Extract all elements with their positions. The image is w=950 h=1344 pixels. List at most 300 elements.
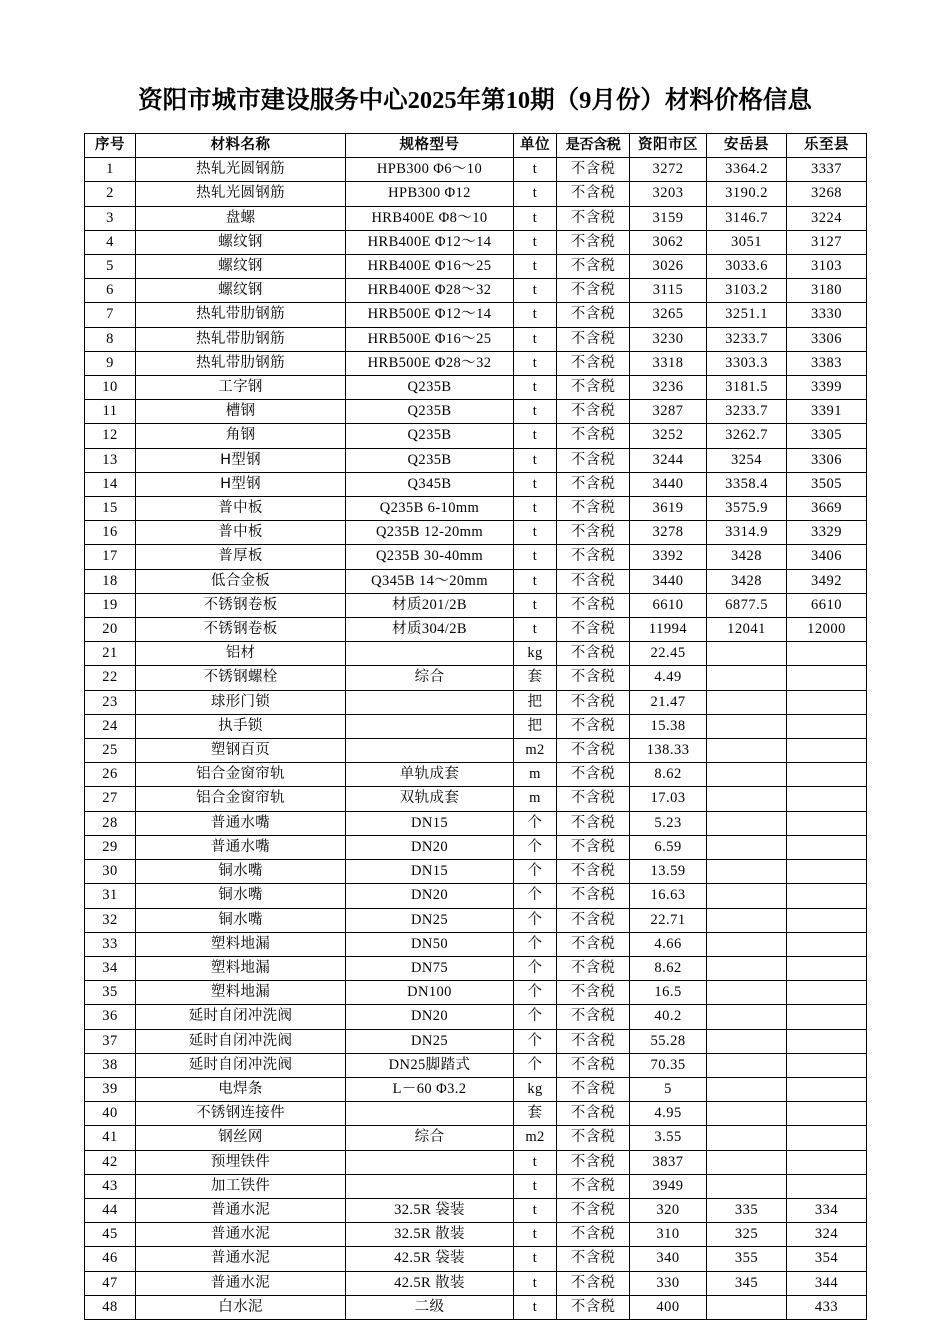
cell-material-name: 铜水嘴 bbox=[136, 884, 346, 908]
cell-price-ziyang: 15.38 bbox=[630, 714, 707, 738]
cell-material-name: 铝合金窗帘轨 bbox=[136, 787, 346, 811]
cell-unit: t bbox=[514, 351, 557, 375]
table-row bbox=[85, 666, 867, 690]
cell-no: 9 bbox=[85, 351, 136, 375]
cell-tax-status: 不含税 bbox=[557, 618, 630, 642]
table-row bbox=[85, 811, 867, 835]
cell-unit: 个 bbox=[514, 1053, 557, 1077]
cell-unit: t bbox=[514, 497, 557, 521]
cell-tax-status: 不含税 bbox=[557, 1102, 630, 1126]
cell-unit: 个 bbox=[514, 811, 557, 835]
cell-unit: 个 bbox=[514, 884, 557, 908]
cell-price-ziyang: 3287 bbox=[630, 400, 707, 424]
cell-unit: 个 bbox=[514, 981, 557, 1005]
cell-tax-status: 不含税 bbox=[557, 497, 630, 521]
cell-price-anyue bbox=[707, 1174, 787, 1198]
cell-price-ziyang: 16.5 bbox=[630, 981, 707, 1005]
cell-material-name: 普通水泥 bbox=[136, 1271, 346, 1295]
table-body bbox=[85, 158, 867, 1320]
table-row bbox=[85, 1077, 867, 1101]
cell-spec: DN25脚踏式 bbox=[346, 1053, 514, 1077]
cell-price-anyue: 12041 bbox=[707, 618, 787, 642]
cell-material-name: 螺纹钢 bbox=[136, 230, 346, 254]
cell-price-ziyang: 400 bbox=[630, 1295, 707, 1319]
column-header-spec: 规格型号 bbox=[346, 134, 514, 158]
cell-no: 45 bbox=[85, 1223, 136, 1247]
cell-price-ziyang: 4.95 bbox=[630, 1102, 707, 1126]
cell-tax-status: 不含税 bbox=[557, 1271, 630, 1295]
cell-price-ziyang: 5.23 bbox=[630, 811, 707, 835]
cell-price-anyue: 335 bbox=[707, 1198, 787, 1222]
cell-price-lezhi bbox=[787, 860, 867, 884]
cell-no: 48 bbox=[85, 1295, 136, 1319]
cell-price-ziyang: 3244 bbox=[630, 448, 707, 472]
cell-tax-status: 不含税 bbox=[557, 424, 630, 448]
cell-price-anyue: 3033.6 bbox=[707, 255, 787, 279]
cell-unit: m2 bbox=[514, 1126, 557, 1150]
cell-unit: 个 bbox=[514, 835, 557, 859]
cell-price-ziyang: 55.28 bbox=[630, 1029, 707, 1053]
cell-price-ziyang: 330 bbox=[630, 1271, 707, 1295]
cell-price-lezhi bbox=[787, 811, 867, 835]
cell-price-lezhi: 354 bbox=[787, 1247, 867, 1271]
cell-material-name: 不锈钢卷板 bbox=[136, 593, 346, 617]
cell-spec: Q235B bbox=[346, 448, 514, 472]
cell-tax-status: 不含税 bbox=[557, 811, 630, 835]
table-row bbox=[85, 158, 867, 182]
cell-no: 22 bbox=[85, 666, 136, 690]
cell-price-ziyang: 3236 bbox=[630, 376, 707, 400]
cell-price-anyue bbox=[707, 1005, 787, 1029]
table-row bbox=[85, 714, 867, 738]
cell-material-name: 延时自闭冲洗阀 bbox=[136, 1005, 346, 1029]
cell-no: 39 bbox=[85, 1077, 136, 1101]
cell-price-ziyang: 3392 bbox=[630, 545, 707, 569]
cell-material-name: 普通水嘴 bbox=[136, 835, 346, 859]
cell-tax-status: 不含税 bbox=[557, 908, 630, 932]
cell-material-name: 铝材 bbox=[136, 642, 346, 666]
cell-unit: 个 bbox=[514, 932, 557, 956]
table-row bbox=[85, 448, 867, 472]
cell-spec: Q235B 6-10mm bbox=[346, 497, 514, 521]
cell-price-anyue bbox=[707, 908, 787, 932]
cell-price-lezhi: 3330 bbox=[787, 303, 867, 327]
cell-tax-status: 不含税 bbox=[557, 448, 630, 472]
cell-spec: HRB400E Φ28～32 bbox=[346, 279, 514, 303]
cell-spec: HRB500E Φ16～25 bbox=[346, 327, 514, 351]
table-row bbox=[85, 763, 867, 787]
cell-material-name: 电焊条 bbox=[136, 1077, 346, 1101]
cell-no: 17 bbox=[85, 545, 136, 569]
cell-unit: t bbox=[514, 1198, 557, 1222]
cell-price-lezhi: 344 bbox=[787, 1271, 867, 1295]
table-row bbox=[85, 400, 867, 424]
cell-spec: 单轨成套 bbox=[346, 763, 514, 787]
cell-no: 36 bbox=[85, 1005, 136, 1029]
cell-material-name: 普厚板 bbox=[136, 545, 346, 569]
cell-spec: 32.5R 散装 bbox=[346, 1223, 514, 1247]
cell-no: 38 bbox=[85, 1053, 136, 1077]
cell-material-name: 延时自闭冲洗阀 bbox=[136, 1029, 346, 1053]
cell-price-anyue bbox=[707, 1077, 787, 1101]
cell-price-anyue: 3233.7 bbox=[707, 327, 787, 351]
cell-material-name: 热轧带肋钢筋 bbox=[136, 303, 346, 327]
table-row bbox=[85, 472, 867, 496]
cell-no: 1 bbox=[85, 158, 136, 182]
cell-material-name: 预埋铁件 bbox=[136, 1150, 346, 1174]
table-row bbox=[85, 618, 867, 642]
cell-tax-status: 不含税 bbox=[557, 351, 630, 375]
cell-unit: t bbox=[514, 618, 557, 642]
cell-material-name: 白水泥 bbox=[136, 1295, 346, 1319]
cell-no: 2 bbox=[85, 182, 136, 206]
cell-spec: DN25 bbox=[346, 1029, 514, 1053]
cell-price-ziyang: 3203 bbox=[630, 182, 707, 206]
cell-tax-status: 不含税 bbox=[557, 327, 630, 351]
cell-no: 15 bbox=[85, 497, 136, 521]
column-header-ziyang: 资阳市区 bbox=[630, 134, 707, 158]
cell-spec: 综合 bbox=[346, 1126, 514, 1150]
cell-spec bbox=[346, 714, 514, 738]
table-row bbox=[85, 932, 867, 956]
table-row bbox=[85, 1102, 867, 1126]
cell-material-name: 角钢 bbox=[136, 424, 346, 448]
cell-spec: HRB400E Φ8～10 bbox=[346, 206, 514, 230]
cell-price-lezhi: 334 bbox=[787, 1198, 867, 1222]
cell-no: 27 bbox=[85, 787, 136, 811]
cell-material-name: 铜水嘴 bbox=[136, 908, 346, 932]
cell-price-anyue bbox=[707, 811, 787, 835]
table-row bbox=[85, 1295, 867, 1319]
cell-unit: kg bbox=[514, 642, 557, 666]
cell-material-name: 塑钢百页 bbox=[136, 739, 346, 763]
cell-tax-status: 不含税 bbox=[557, 158, 630, 182]
cell-unit: 套 bbox=[514, 666, 557, 690]
cell-spec: 32.5R 袋装 bbox=[346, 1198, 514, 1222]
cell-tax-status: 不含税 bbox=[557, 835, 630, 859]
cell-material-name: 钢丝网 bbox=[136, 1126, 346, 1150]
cell-unit: t bbox=[514, 255, 557, 279]
cell-price-lezhi: 3399 bbox=[787, 376, 867, 400]
cell-price-anyue bbox=[707, 860, 787, 884]
cell-unit: t bbox=[514, 376, 557, 400]
cell-tax-status: 不含税 bbox=[557, 860, 630, 884]
column-header-anyue: 安岳县 bbox=[707, 134, 787, 158]
cell-unit: t bbox=[514, 279, 557, 303]
cell-no: 8 bbox=[85, 327, 136, 351]
cell-material-name: 执手锁 bbox=[136, 714, 346, 738]
table-row bbox=[85, 860, 867, 884]
cell-material-name: 铝合金窗帘轨 bbox=[136, 763, 346, 787]
cell-price-ziyang: 70.35 bbox=[630, 1053, 707, 1077]
cell-spec: HPB300 Φ12 bbox=[346, 182, 514, 206]
cell-price-lezhi: 3306 bbox=[787, 448, 867, 472]
cell-material-name: 螺纹钢 bbox=[136, 255, 346, 279]
cell-no: 12 bbox=[85, 424, 136, 448]
cell-price-anyue bbox=[707, 739, 787, 763]
table-row bbox=[85, 230, 867, 254]
cell-price-lezhi bbox=[787, 1077, 867, 1101]
cell-material-name: 普通水泥 bbox=[136, 1247, 346, 1271]
cell-unit: 个 bbox=[514, 956, 557, 980]
cell-spec: L－60 Φ3.2 bbox=[346, 1077, 514, 1101]
cell-material-name: 塑料地漏 bbox=[136, 932, 346, 956]
cell-material-name: 工字钢 bbox=[136, 376, 346, 400]
cell-spec: DN20 bbox=[346, 884, 514, 908]
cell-price-lezhi: 3305 bbox=[787, 424, 867, 448]
column-header-name: 材料名称 bbox=[136, 134, 346, 158]
cell-material-name: H型钢 bbox=[136, 472, 346, 496]
cell-price-lezhi: 3505 bbox=[787, 472, 867, 496]
cell-unit: t bbox=[514, 521, 557, 545]
cell-tax-status: 不含税 bbox=[557, 763, 630, 787]
cell-tax-status: 不含税 bbox=[557, 545, 630, 569]
cell-no: 35 bbox=[85, 981, 136, 1005]
cell-price-lezhi: 3391 bbox=[787, 400, 867, 424]
table-row bbox=[85, 884, 867, 908]
cell-price-lezhi bbox=[787, 908, 867, 932]
cell-tax-status: 不含税 bbox=[557, 1295, 630, 1319]
cell-price-anyue bbox=[707, 1295, 787, 1319]
cell-no: 37 bbox=[85, 1029, 136, 1053]
cell-price-ziyang: 8.62 bbox=[630, 956, 707, 980]
table-row bbox=[85, 1198, 867, 1222]
cell-tax-status: 不含税 bbox=[557, 956, 630, 980]
cell-spec: 双轨成套 bbox=[346, 787, 514, 811]
table-row bbox=[85, 1126, 867, 1150]
cell-spec: 42.5R 散装 bbox=[346, 1271, 514, 1295]
cell-price-ziyang: 3115 bbox=[630, 279, 707, 303]
cell-price-ziyang: 3440 bbox=[630, 569, 707, 593]
cell-tax-status: 不含税 bbox=[557, 1077, 630, 1101]
cell-tax-status: 不含税 bbox=[557, 787, 630, 811]
cell-no: 7 bbox=[85, 303, 136, 327]
cell-price-lezhi: 12000 bbox=[787, 618, 867, 642]
table-row bbox=[85, 1150, 867, 1174]
table-row bbox=[85, 255, 867, 279]
table-row bbox=[85, 545, 867, 569]
cell-price-lezhi bbox=[787, 714, 867, 738]
cell-tax-status: 不含税 bbox=[557, 400, 630, 424]
cell-no: 40 bbox=[85, 1102, 136, 1126]
cell-price-ziyang: 3159 bbox=[630, 206, 707, 230]
cell-price-anyue bbox=[707, 956, 787, 980]
table-row bbox=[85, 279, 867, 303]
cell-spec bbox=[346, 739, 514, 763]
cell-material-name: 塑料地漏 bbox=[136, 981, 346, 1005]
cell-tax-status: 不含税 bbox=[557, 714, 630, 738]
cell-unit: t bbox=[514, 158, 557, 182]
cell-price-lezhi: 3224 bbox=[787, 206, 867, 230]
cell-price-anyue: 3428 bbox=[707, 569, 787, 593]
table-row bbox=[85, 206, 867, 230]
cell-price-ziyang: 3230 bbox=[630, 327, 707, 351]
cell-no: 34 bbox=[85, 956, 136, 980]
cell-no: 16 bbox=[85, 521, 136, 545]
cell-unit: t bbox=[514, 1174, 557, 1198]
cell-price-ziyang: 8.62 bbox=[630, 763, 707, 787]
cell-price-ziyang: 3252 bbox=[630, 424, 707, 448]
cell-spec: Q235B 12-20mm bbox=[346, 521, 514, 545]
cell-price-anyue: 3358.4 bbox=[707, 472, 787, 496]
cell-price-lezhi bbox=[787, 981, 867, 1005]
cell-price-ziyang: 4.49 bbox=[630, 666, 707, 690]
cell-price-ziyang: 3278 bbox=[630, 521, 707, 545]
cell-no: 32 bbox=[85, 908, 136, 932]
cell-price-anyue bbox=[707, 981, 787, 1005]
cell-price-lezhi: 3669 bbox=[787, 497, 867, 521]
table-row bbox=[85, 424, 867, 448]
cell-material-name: 加工铁件 bbox=[136, 1174, 346, 1198]
cell-price-anyue: 3303.3 bbox=[707, 351, 787, 375]
cell-no: 47 bbox=[85, 1271, 136, 1295]
cell-price-ziyang: 22.71 bbox=[630, 908, 707, 932]
cell-no: 25 bbox=[85, 739, 136, 763]
cell-price-lezhi: 3337 bbox=[787, 158, 867, 182]
cell-spec: HRB400E Φ16～25 bbox=[346, 255, 514, 279]
cell-material-name: 球形门锁 bbox=[136, 690, 346, 714]
cell-unit: 个 bbox=[514, 860, 557, 884]
cell-tax-status: 不含税 bbox=[557, 1150, 630, 1174]
cell-price-lezhi bbox=[787, 1053, 867, 1077]
cell-price-ziyang: 138.33 bbox=[630, 739, 707, 763]
cell-spec: Q345B 14～20mm bbox=[346, 569, 514, 593]
cell-tax-status: 不含税 bbox=[557, 230, 630, 254]
cell-material-name: 不锈钢连接件 bbox=[136, 1102, 346, 1126]
cell-no: 13 bbox=[85, 448, 136, 472]
cell-price-lezhi: 3103 bbox=[787, 255, 867, 279]
cell-spec: HRB500E Φ12～14 bbox=[346, 303, 514, 327]
cell-material-name: 普通水嘴 bbox=[136, 811, 346, 835]
table-row bbox=[85, 908, 867, 932]
cell-unit: t bbox=[514, 206, 557, 230]
cell-material-name: 热轧带肋钢筋 bbox=[136, 327, 346, 351]
cell-price-ziyang: 16.63 bbox=[630, 884, 707, 908]
column-header-lezhi: 乐至县 bbox=[787, 134, 867, 158]
cell-spec: Q235B bbox=[346, 424, 514, 448]
cell-tax-status: 不含税 bbox=[557, 182, 630, 206]
cell-price-ziyang: 310 bbox=[630, 1223, 707, 1247]
cell-tax-status: 不含税 bbox=[557, 1029, 630, 1053]
table-row bbox=[85, 1029, 867, 1053]
cell-no: 29 bbox=[85, 835, 136, 859]
cell-material-name: 热轧带肋钢筋 bbox=[136, 351, 346, 375]
cell-price-lezhi bbox=[787, 763, 867, 787]
table-header-row bbox=[85, 134, 867, 158]
table-row bbox=[85, 497, 867, 521]
cell-price-ziyang: 3.55 bbox=[630, 1126, 707, 1150]
cell-price-anyue bbox=[707, 1150, 787, 1174]
cell-price-lezhi bbox=[787, 666, 867, 690]
cell-price-anyue bbox=[707, 1053, 787, 1077]
cell-no: 43 bbox=[85, 1174, 136, 1198]
cell-price-ziyang: 3440 bbox=[630, 472, 707, 496]
column-header-tax: 是否含税 bbox=[557, 134, 630, 158]
cell-no: 24 bbox=[85, 714, 136, 738]
table-row bbox=[85, 1247, 867, 1271]
cell-unit: t bbox=[514, 448, 557, 472]
cell-no: 21 bbox=[85, 642, 136, 666]
cell-material-name: 热轧光圆钢筋 bbox=[136, 182, 346, 206]
cell-price-anyue: 3146.7 bbox=[707, 206, 787, 230]
cell-unit: t bbox=[514, 424, 557, 448]
cell-price-ziyang: 340 bbox=[630, 1247, 707, 1271]
cell-price-anyue: 3575.9 bbox=[707, 497, 787, 521]
cell-price-ziyang: 21.47 bbox=[630, 690, 707, 714]
table-row bbox=[85, 351, 867, 375]
table-row bbox=[85, 327, 867, 351]
cell-price-ziyang: 22.45 bbox=[630, 642, 707, 666]
cell-tax-status: 不含税 bbox=[557, 1053, 630, 1077]
cell-tax-status: 不含税 bbox=[557, 1247, 630, 1271]
cell-price-ziyang: 5 bbox=[630, 1077, 707, 1101]
cell-price-anyue bbox=[707, 763, 787, 787]
cell-unit: m bbox=[514, 763, 557, 787]
cell-no: 19 bbox=[85, 593, 136, 617]
cell-material-name: 槽钢 bbox=[136, 400, 346, 424]
cell-price-anyue: 3233.7 bbox=[707, 400, 787, 424]
table-row bbox=[85, 1053, 867, 1077]
cell-unit: t bbox=[514, 472, 557, 496]
cell-tax-status: 不含税 bbox=[557, 884, 630, 908]
cell-spec: Q235B 30-40mm bbox=[346, 545, 514, 569]
table-row bbox=[85, 303, 867, 327]
cell-price-anyue bbox=[707, 787, 787, 811]
cell-price-lezhi: 3329 bbox=[787, 521, 867, 545]
cell-price-lezhi: 3406 bbox=[787, 545, 867, 569]
cell-unit: 把 bbox=[514, 690, 557, 714]
cell-unit: t bbox=[514, 593, 557, 617]
table-row bbox=[85, 376, 867, 400]
cell-price-lezhi: 3268 bbox=[787, 182, 867, 206]
cell-price-anyue: 3251.1 bbox=[707, 303, 787, 327]
cell-spec: DN25 bbox=[346, 908, 514, 932]
cell-material-name: 热轧光圆钢筋 bbox=[136, 158, 346, 182]
cell-price-lezhi: 324 bbox=[787, 1223, 867, 1247]
cell-spec: Q345B bbox=[346, 472, 514, 496]
cell-price-ziyang: 3265 bbox=[630, 303, 707, 327]
cell-spec: DN100 bbox=[346, 981, 514, 1005]
cell-price-ziyang: 4.66 bbox=[630, 932, 707, 956]
cell-no: 23 bbox=[85, 690, 136, 714]
cell-price-ziyang: 6610 bbox=[630, 593, 707, 617]
cell-spec bbox=[346, 1102, 514, 1126]
cell-price-anyue: 3051 bbox=[707, 230, 787, 254]
cell-no: 26 bbox=[85, 763, 136, 787]
cell-price-anyue bbox=[707, 835, 787, 859]
cell-tax-status: 不含税 bbox=[557, 1126, 630, 1150]
cell-price-anyue bbox=[707, 690, 787, 714]
cell-spec: 材质304/2B bbox=[346, 618, 514, 642]
table-row bbox=[85, 787, 867, 811]
cell-no: 28 bbox=[85, 811, 136, 835]
cell-material-name: H型钢 bbox=[136, 448, 346, 472]
table-row bbox=[85, 956, 867, 980]
table-row bbox=[85, 182, 867, 206]
cell-price-ziyang: 3318 bbox=[630, 351, 707, 375]
cell-spec: Q235B bbox=[346, 376, 514, 400]
cell-price-anyue bbox=[707, 884, 787, 908]
cell-unit: 套 bbox=[514, 1102, 557, 1126]
cell-unit: t bbox=[514, 327, 557, 351]
cell-spec: DN75 bbox=[346, 956, 514, 980]
column-header-unit: 单位 bbox=[514, 134, 557, 158]
table-row bbox=[85, 1271, 867, 1295]
cell-price-ziyang: 40.2 bbox=[630, 1005, 707, 1029]
cell-tax-status: 不含税 bbox=[557, 739, 630, 763]
cell-tax-status: 不含税 bbox=[557, 981, 630, 1005]
table-row bbox=[85, 521, 867, 545]
